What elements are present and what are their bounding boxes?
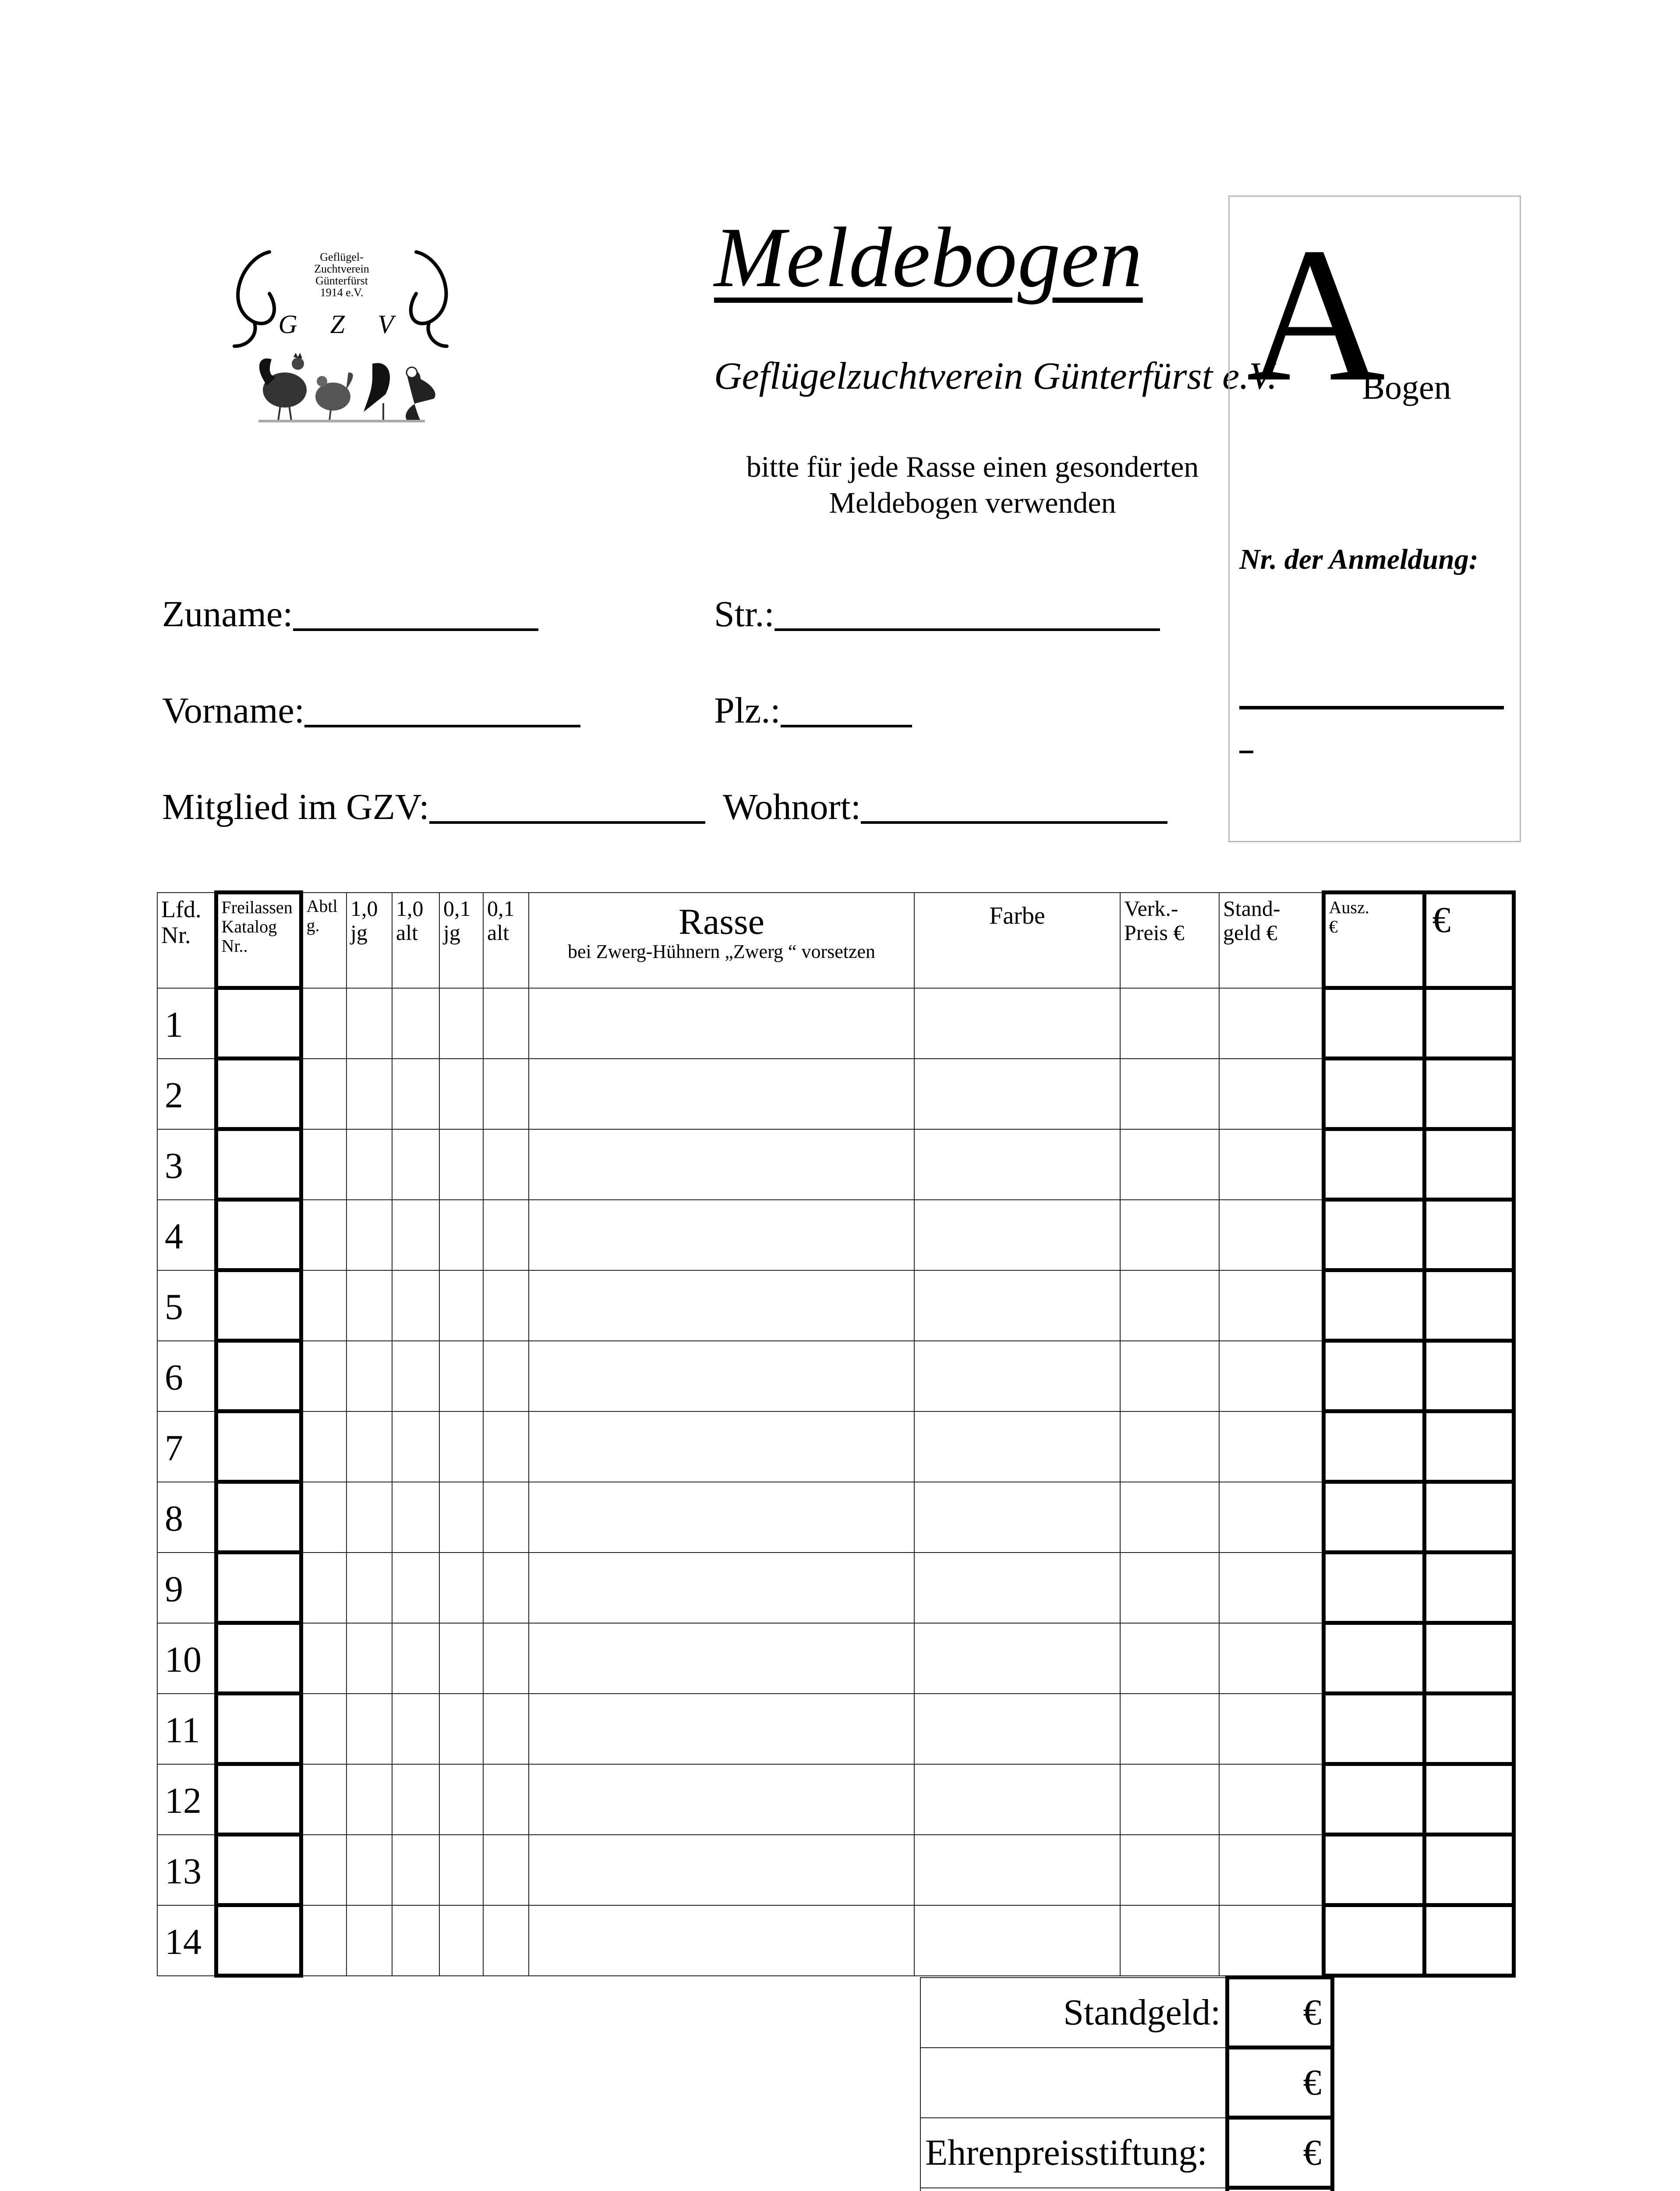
cell-katalog-nr[interactable]	[216, 1694, 301, 1764]
cell-verkaufspreis[interactable]	[1120, 1341, 1219, 1411]
cell-auszeichnung[interactable]	[1323, 1059, 1424, 1129]
table-row	[157, 1623, 1514, 1694]
table-row	[157, 1129, 1514, 1200]
row-number: 10	[157, 1623, 216, 1694]
cell-standgeld[interactable]	[1219, 1482, 1323, 1553]
instruction-note	[723, 449, 1222, 521]
cell-01-jg[interactable]	[439, 1270, 483, 1341]
cell-rasse[interactable]	[529, 1411, 914, 1482]
club-name: Geflügelzuchtverein Günterfürst e.V.	[714, 355, 1277, 397]
cell-10-alt[interactable]	[392, 1341, 439, 1411]
cell-katalog-nr[interactable]	[216, 1341, 301, 1411]
table-row	[157, 1764, 1514, 1835]
col-header-euro: €	[1424, 893, 1514, 988]
cell-standgeld[interactable]	[1219, 1835, 1323, 1905]
cell-katalog-nr[interactable]	[216, 1553, 301, 1623]
cell-10-alt[interactable]	[392, 988, 439, 1059]
cell-10-jg[interactable]	[347, 1623, 392, 1694]
cell-euro[interactable]	[1424, 1553, 1514, 1623]
sheet-suffix: Bogen	[1362, 368, 1451, 406]
cell-abteilung[interactable]	[301, 988, 347, 1059]
firstname-field[interactable]	[162, 692, 580, 729]
surname-field[interactable]	[162, 596, 538, 633]
cell-standgeld[interactable]	[1219, 1623, 1323, 1694]
cell-abteilung[interactable]	[301, 1482, 347, 1553]
cell-katalog-nr[interactable]	[216, 988, 301, 1059]
registration-number-field-tail	[1239, 751, 1253, 753]
cell-farbe[interactable]	[914, 1200, 1120, 1270]
cell-01-jg[interactable]	[439, 1905, 483, 1976]
cell-rasse[interactable]	[529, 988, 914, 1059]
cell-abteilung[interactable]	[301, 1270, 347, 1341]
cell-10-jg[interactable]	[347, 1905, 392, 1976]
firstname-label: Vorname:	[162, 690, 305, 731]
cell-euro[interactable]	[1424, 1411, 1514, 1482]
cell-01-jg[interactable]	[439, 1200, 483, 1270]
row-number: 14	[157, 1905, 216, 1976]
summary-label	[920, 2048, 1227, 2118]
col-header-farbe: Farbe	[914, 893, 1120, 988]
cell-katalog-nr[interactable]	[216, 1270, 301, 1341]
summary-label: Standgeld:	[920, 1978, 1227, 2048]
firstname-input[interactable]	[304, 725, 580, 727]
cell-10-alt[interactable]	[392, 1482, 439, 1553]
cell-auszeichnung[interactable]	[1323, 1553, 1424, 1623]
cell-01-alt[interactable]	[483, 1764, 529, 1835]
col-header-10-alt: 1,0 alt	[392, 893, 439, 988]
cell-rasse[interactable]	[529, 1270, 914, 1341]
cell-euro[interactable]	[1424, 1200, 1514, 1270]
club-logo	[228, 245, 456, 429]
table-row	[157, 1835, 1514, 1905]
cell-auszeichnung[interactable]	[1323, 1764, 1424, 1835]
cell-rasse[interactable]	[529, 1623, 914, 1694]
surname-input[interactable]	[293, 628, 538, 631]
cell-01-jg[interactable]	[439, 1835, 483, 1905]
row-number: 3	[157, 1129, 216, 1200]
cell-euro[interactable]	[1424, 1129, 1514, 1200]
rasse-hint: bei Zwerg-Hühnern „Zwerg “ vorsetzen	[567, 940, 876, 962]
cell-10-alt[interactable]	[392, 1129, 439, 1200]
cell-farbe[interactable]	[914, 1411, 1120, 1482]
col-header-abteilung: Abtl g.	[301, 893, 347, 988]
col-header-verkaufspreis: Verk.- Preis €	[1120, 893, 1219, 988]
cell-01-alt[interactable]	[483, 1482, 529, 1553]
table-row	[157, 1905, 1514, 1976]
instruction-note-line-1: bitte für jede Rasse einen gesonderten	[746, 450, 1199, 483]
cell-standgeld[interactable]	[1219, 988, 1323, 1059]
cell-standgeld[interactable]	[1219, 1553, 1323, 1623]
street-input[interactable]	[775, 628, 1160, 631]
registration-number-label: Nr. der Anmeldung:	[1239, 543, 1478, 575]
cell-auszeichnung[interactable]	[1323, 1905, 1424, 1976]
cell-01-jg[interactable]	[439, 1341, 483, 1411]
summary-label: Ehrenpreisstiftung:	[920, 2118, 1227, 2188]
cell-abteilung[interactable]	[301, 1200, 347, 1270]
cell-euro[interactable]	[1424, 1059, 1514, 1129]
cell-farbe[interactable]	[914, 1694, 1120, 1764]
cell-abteilung[interactable]	[301, 1835, 347, 1905]
cell-abteilung[interactable]	[301, 1623, 347, 1694]
cell-01-alt[interactable]	[483, 1270, 529, 1341]
col-header-auszeichnung: Ausz. €	[1323, 893, 1424, 988]
cell-10-alt[interactable]	[392, 1835, 439, 1905]
table-row	[157, 1694, 1514, 1764]
cell-euro[interactable]	[1424, 1341, 1514, 1411]
poultry-illustration-icon	[258, 353, 435, 422]
cell-abteilung[interactable]	[301, 1905, 347, 1976]
cell-farbe[interactable]	[914, 1482, 1120, 1553]
cell-euro[interactable]	[1424, 1623, 1514, 1694]
cell-rasse[interactable]	[529, 1059, 914, 1129]
cell-abteilung[interactable]	[301, 1059, 347, 1129]
cell-euro[interactable]	[1424, 1905, 1514, 1976]
cell-euro[interactable]	[1424, 1835, 1514, 1905]
cell-katalog-nr[interactable]	[216, 1411, 301, 1482]
cell-01-alt[interactable]	[483, 1623, 529, 1694]
cell-10-alt[interactable]	[392, 1905, 439, 1976]
cell-rasse[interactable]	[529, 1764, 914, 1835]
col-header-10-jg: 1,0 jg	[347, 893, 392, 988]
cell-01-alt[interactable]	[483, 1694, 529, 1764]
cell-standgeld[interactable]	[1219, 1694, 1323, 1764]
cell-verkaufspreis[interactable]	[1120, 1270, 1219, 1341]
col-header-01-alt: 0,1 alt	[483, 893, 529, 988]
cell-katalog-nr[interactable]	[216, 1764, 301, 1835]
cell-10-alt[interactable]	[392, 1200, 439, 1270]
logo-caption-2: Zuchtverein	[314, 262, 369, 275]
table-row	[157, 1482, 1514, 1553]
cell-farbe[interactable]	[914, 1341, 1120, 1411]
table-row	[157, 1553, 1514, 1623]
cell-verkaufspreis[interactable]	[1120, 1905, 1219, 1976]
street-label: Str.:	[714, 594, 775, 635]
cell-rasse[interactable]	[529, 1482, 914, 1553]
table-row	[157, 1270, 1514, 1341]
logo-monogram: G Z V	[278, 310, 407, 339]
cell-auszeichnung[interactable]	[1323, 1200, 1424, 1270]
summary-amount-field[interactable]: €	[1227, 1978, 1332, 2048]
table-row	[157, 1411, 1514, 1482]
cell-rasse[interactable]	[529, 1835, 914, 1905]
cell-abteilung[interactable]	[301, 1694, 347, 1764]
cell-10-jg[interactable]	[347, 1482, 392, 1553]
cell-verkaufspreis[interactable]	[1120, 1835, 1219, 1905]
cell-farbe[interactable]	[914, 1553, 1120, 1623]
cell-01-alt[interactable]	[483, 1411, 529, 1482]
cell-10-jg[interactable]	[347, 1129, 392, 1200]
col-header-katalog-nr: Freilassen Katalog Nr..	[216, 893, 301, 988]
cell-01-jg[interactable]	[439, 1553, 483, 1623]
form-title: Meldebogen	[714, 210, 1143, 305]
surname-label: Zuname:	[162, 594, 293, 635]
cell-rasse[interactable]	[529, 1341, 914, 1411]
cell-euro[interactable]	[1424, 1482, 1514, 1553]
cell-rasse[interactable]	[529, 1553, 914, 1623]
summary-row-total	[920, 2188, 1332, 2191]
cell-rasse[interactable]	[529, 1694, 914, 1764]
cell-euro[interactable]	[1424, 1270, 1514, 1341]
summary-row-ehrenpreis	[920, 2118, 1332, 2188]
cell-abteilung[interactable]	[301, 1553, 347, 1623]
table-header-row	[157, 893, 1514, 988]
col-header-lfd-nr: Lfd. Nr.	[157, 893, 216, 988]
cell-farbe[interactable]	[914, 988, 1120, 1059]
cell-10-jg[interactable]	[347, 1764, 392, 1835]
cell-euro[interactable]	[1424, 988, 1514, 1059]
cell-katalog-nr[interactable]	[216, 1200, 301, 1270]
cell-euro[interactable]	[1424, 1694, 1514, 1764]
cell-10-jg[interactable]	[347, 1835, 392, 1905]
cell-abteilung[interactable]	[301, 1764, 347, 1835]
cell-standgeld[interactable]	[1219, 1270, 1323, 1341]
cell-abteilung[interactable]	[301, 1129, 347, 1200]
cell-01-jg[interactable]	[439, 1764, 483, 1835]
cell-10-alt[interactable]	[392, 1623, 439, 1694]
cell-rasse[interactable]	[529, 1200, 914, 1270]
cell-10-jg[interactable]	[347, 1553, 392, 1623]
city-field[interactable]	[723, 789, 1167, 826]
cell-verkaufspreis[interactable]	[1120, 1129, 1219, 1200]
summary-amount-field[interactable]: €	[1227, 2118, 1332, 2188]
registration-number-field[interactable]	[1239, 706, 1504, 709]
instruction-note-line-2: Meldebogen verwenden	[829, 486, 1116, 519]
cell-auszeichnung[interactable]	[1323, 1623, 1424, 1694]
cell-abteilung[interactable]	[301, 1411, 347, 1482]
summary-amount-field[interactable]	[1227, 2188, 1332, 2191]
cell-katalog-nr[interactable]	[216, 1482, 301, 1553]
cell-01-alt[interactable]	[483, 1835, 529, 1905]
cell-auszeichnung[interactable]	[1323, 1835, 1424, 1905]
cell-01-jg[interactable]	[439, 988, 483, 1059]
cell-verkaufspreis[interactable]	[1120, 1059, 1219, 1129]
cell-farbe[interactable]	[914, 1835, 1120, 1905]
cell-rasse[interactable]	[529, 1129, 914, 1200]
row-number: 9	[157, 1553, 216, 1623]
entries-table	[157, 890, 1516, 1978]
row-number: 6	[157, 1341, 216, 1411]
member-input[interactable]	[429, 821, 705, 824]
col-header-rasse: Rasse bei Zwerg-Hühnern „Zwerg “ vorsetzen	[529, 893, 914, 988]
row-number: 13	[157, 1835, 216, 1905]
cell-auszeichnung[interactable]	[1323, 1411, 1424, 1482]
cell-verkaufspreis[interactable]	[1120, 988, 1219, 1059]
cell-katalog-nr[interactable]	[216, 1905, 301, 1976]
cell-10-alt[interactable]	[392, 1059, 439, 1129]
cell-rasse[interactable]	[529, 1905, 914, 1976]
cell-verkaufspreis[interactable]	[1120, 1553, 1219, 1623]
city-label: Wohnort:	[723, 787, 861, 827]
row-number: 5	[157, 1270, 216, 1341]
cell-katalog-nr[interactable]	[216, 1835, 301, 1905]
cell-auszeichnung[interactable]	[1323, 1694, 1424, 1764]
logo-caption-4: 1914 e.V.	[320, 286, 364, 299]
cell-10-jg[interactable]	[347, 1341, 392, 1411]
cell-01-jg[interactable]	[439, 1059, 483, 1129]
cell-10-alt[interactable]	[392, 1553, 439, 1623]
cell-10-jg[interactable]	[347, 1694, 392, 1764]
row-number: 11	[157, 1694, 216, 1764]
postcode-input[interactable]	[781, 725, 912, 727]
row-number: 4	[157, 1200, 216, 1270]
sheet-letter: A	[1246, 208, 1386, 422]
cell-01-alt[interactable]	[483, 1059, 529, 1129]
cell-10-alt[interactable]	[392, 1764, 439, 1835]
cell-standgeld[interactable]	[1219, 1059, 1323, 1129]
cell-01-alt[interactable]	[483, 1200, 529, 1270]
cell-farbe[interactable]	[914, 1905, 1120, 1976]
cell-standgeld[interactable]	[1219, 1129, 1323, 1200]
city-input[interactable]	[861, 821, 1167, 824]
cell-standgeld[interactable]	[1219, 1341, 1323, 1411]
cell-standgeld[interactable]	[1219, 1200, 1323, 1270]
gzv-logo-icon	[228, 245, 456, 429]
sheet-type-box	[1228, 195, 1521, 842]
summary-row-standgeld	[920, 1978, 1332, 2048]
summary-amount-field[interactable]: €	[1227, 2048, 1332, 2118]
row-number: 2	[157, 1059, 216, 1129]
cell-01-alt[interactable]	[483, 1129, 529, 1200]
cell-verkaufspreis[interactable]	[1120, 1764, 1219, 1835]
cell-10-jg[interactable]	[347, 1059, 392, 1129]
row-number: 12	[157, 1764, 216, 1835]
row-number: 8	[157, 1482, 216, 1553]
cell-standgeld[interactable]	[1219, 1411, 1323, 1482]
logo-caption-3: Günterfürst	[315, 274, 368, 287]
cell-01-jg[interactable]	[439, 1482, 483, 1553]
cell-farbe[interactable]	[914, 1623, 1120, 1694]
cell-auszeichnung[interactable]	[1323, 1341, 1424, 1411]
postcode-label: Plz.:	[714, 690, 781, 731]
cell-01-jg[interactable]	[439, 1694, 483, 1764]
row-number: 1	[157, 988, 216, 1059]
cell-katalog-nr[interactable]	[216, 1059, 301, 1129]
cell-10-alt[interactable]	[392, 1694, 439, 1764]
cell-verkaufspreis[interactable]	[1120, 1200, 1219, 1270]
cell-01-jg[interactable]	[439, 1623, 483, 1694]
summary-row-extra	[920, 2048, 1332, 2118]
cell-farbe[interactable]	[914, 1129, 1120, 1200]
cell-farbe[interactable]	[914, 1270, 1120, 1341]
cell-verkaufspreis[interactable]	[1120, 1482, 1219, 1553]
member-label: Mitglied im GZV:	[162, 787, 429, 827]
cell-standgeld[interactable]	[1219, 1764, 1323, 1835]
cell-verkaufspreis[interactable]	[1120, 1411, 1219, 1482]
table-row	[157, 1341, 1514, 1411]
cell-10-jg[interactable]	[347, 1270, 392, 1341]
member-field[interactable]	[162, 789, 705, 826]
cell-katalog-nr[interactable]	[216, 1623, 301, 1694]
cell-farbe[interactable]	[914, 1764, 1120, 1835]
cell-10-alt[interactable]	[392, 1411, 439, 1482]
logo-caption-1: Geflügel-	[320, 251, 364, 263]
street-field[interactable]	[714, 596, 1160, 633]
cell-01-jg[interactable]	[439, 1411, 483, 1482]
cell-abteilung[interactable]	[301, 1341, 347, 1411]
cell-01-alt[interactable]	[483, 1341, 529, 1411]
table-row	[157, 1059, 1514, 1129]
row-number: 7	[157, 1411, 216, 1482]
table-row	[157, 988, 1514, 1059]
table-row	[157, 1200, 1514, 1270]
summary-label	[920, 2188, 1227, 2191]
postcode-field[interactable]	[714, 692, 912, 729]
col-header-01-jg: 0,1 jg	[439, 893, 483, 988]
cell-katalog-nr[interactable]	[216, 1129, 301, 1200]
fee-summary-table	[920, 1975, 1334, 2191]
cell-10-jg[interactable]	[347, 1200, 392, 1270]
cell-auszeichnung[interactable]	[1323, 1129, 1424, 1200]
cell-standgeld[interactable]	[1219, 1905, 1323, 1976]
cell-10-alt[interactable]	[392, 1270, 439, 1341]
col-header-standgeld: Stand- geld €	[1219, 893, 1323, 988]
cell-farbe[interactable]	[914, 1059, 1120, 1129]
cell-01-alt[interactable]	[483, 1553, 529, 1623]
cell-01-alt[interactable]	[483, 1905, 529, 1976]
cell-verkaufspreis[interactable]	[1120, 1694, 1219, 1764]
cell-euro[interactable]	[1424, 1764, 1514, 1835]
cell-01-jg[interactable]	[439, 1129, 483, 1200]
cell-auszeichnung[interactable]	[1323, 1482, 1424, 1553]
cell-auszeichnung[interactable]	[1323, 1270, 1424, 1341]
cell-10-jg[interactable]	[347, 988, 392, 1059]
cell-01-alt[interactable]	[483, 988, 529, 1059]
cell-auszeichnung[interactable]	[1323, 988, 1424, 1059]
cell-verkaufspreis[interactable]	[1120, 1623, 1219, 1694]
cell-10-jg[interactable]	[347, 1411, 392, 1482]
